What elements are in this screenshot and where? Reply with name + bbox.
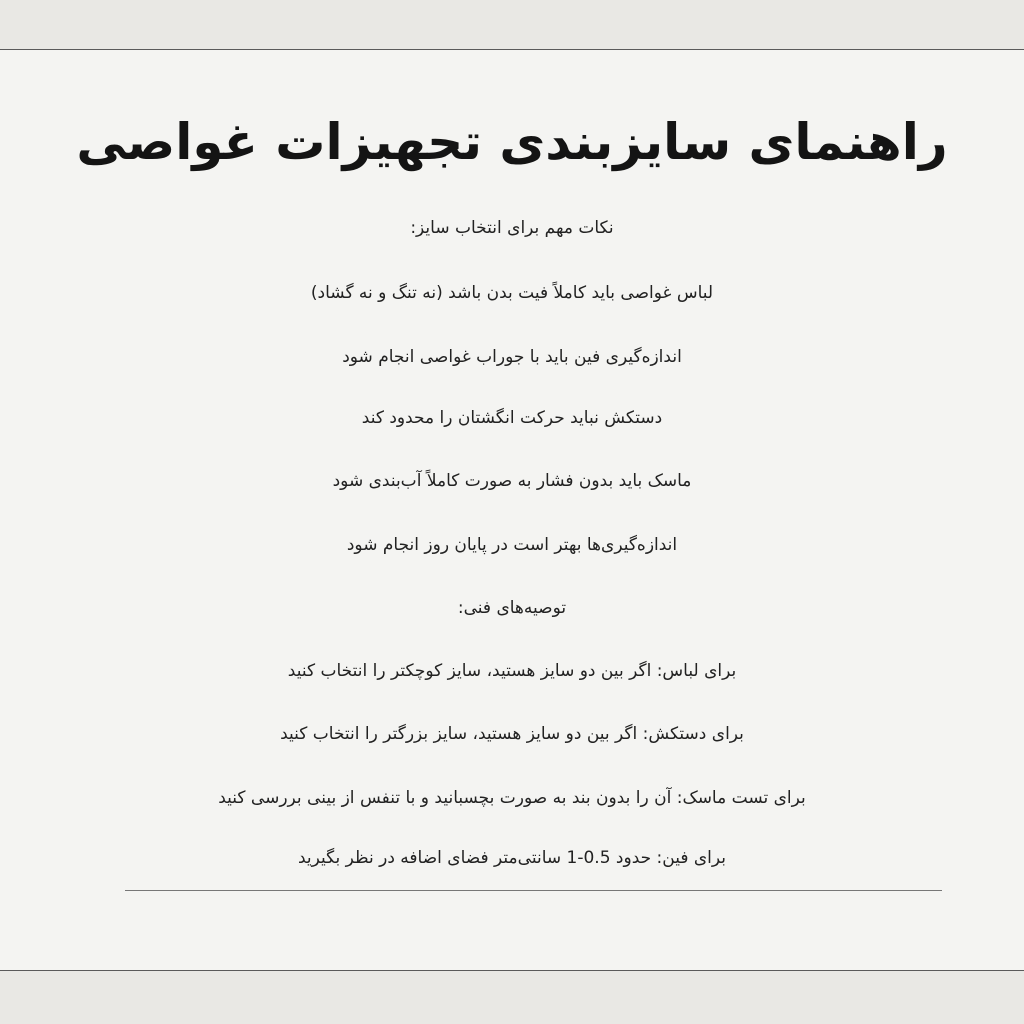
recommendation-item: برای دستکش: اگر بین دو سایز هستید، سایز بزرگتر را انتخاب کنید (280, 724, 744, 744)
bottom-band (0, 970, 1024, 1024)
content-card (0, 50, 1024, 970)
tip-item: ماسک باید بدون فشار به صورت کاملاً آب‌بندی شود (332, 471, 692, 491)
tip-item: دستکش نباید حرکت انگشتان را محدود کند (361, 408, 663, 428)
tip-item: لباس غواصی باید کاملاً فیت بدن باشد (نه تنگ و نه گشاد) (310, 283, 714, 303)
tip-item: اندازه‌گیری‌ها بهتر است در پایان روز انجام شود (346, 535, 678, 555)
tips-heading: نکات مهم برای انتخاب سایز: (410, 218, 614, 238)
recommendation-item: برای تست ماسک: آن را بدون بند به صورت بچسبانید و با تنفس از بینی بررسی کنید (218, 788, 806, 808)
divider-line (125, 890, 942, 891)
top-band (0, 0, 1024, 50)
page-title: راهنمای سایزبندی تجهیزات غواصی (76, 113, 948, 171)
tip-item: اندازه‌گیری فین باید با جوراب غواصی انجام شود (342, 347, 682, 367)
recommendation-item: برای لباس: اگر بین دو سایز هستید، سایز کوچکتر را انتخاب کنید (287, 661, 737, 681)
recommendations-heading: توصیه‌های فنی: (457, 598, 567, 618)
recommendation-item: برای فین: حدود 0.5-1 سانتی‌متر فضای اضافه در نظر بگیرید (297, 848, 727, 868)
